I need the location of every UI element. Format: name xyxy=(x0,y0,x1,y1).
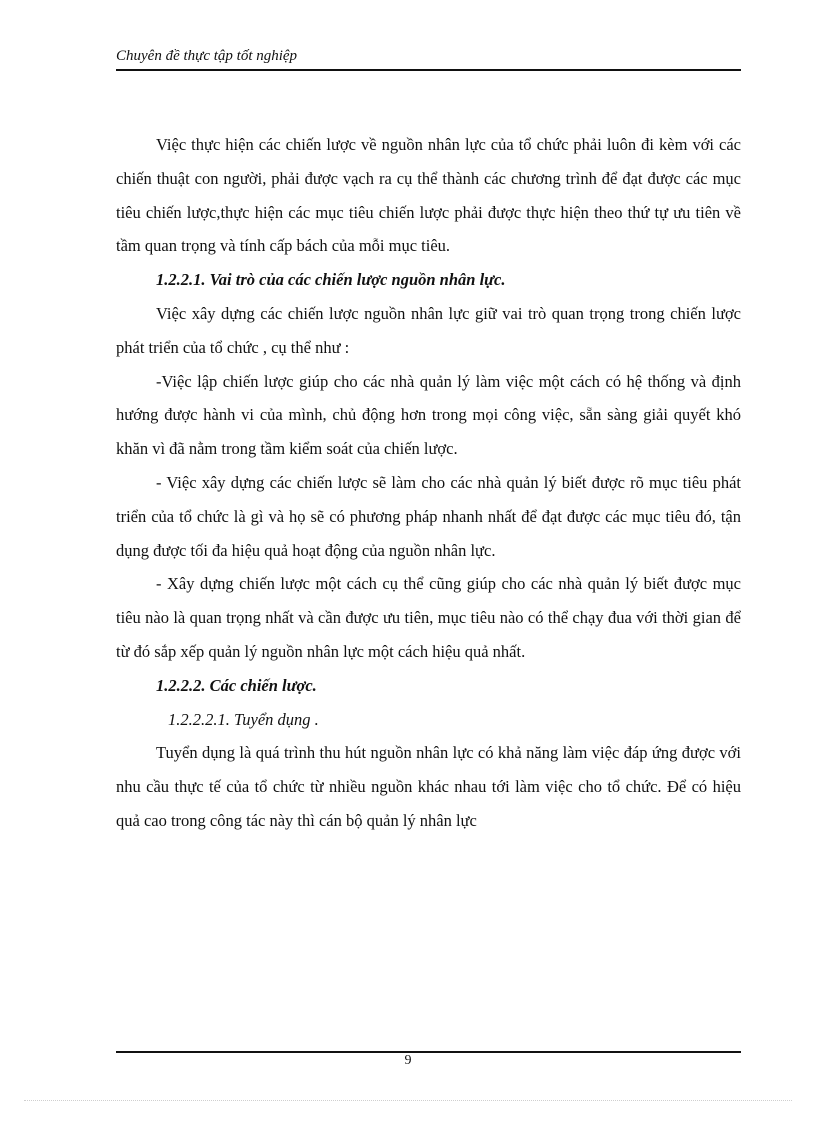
body-paragraph: Việc thực hiện các chiến lược về nguồn nhân lực của tổ chức phải luôn đi kèm với các chiến thuật con người, phải được vạch ra cụ thể thành các chương trình để đạt được các mục tiêu chiến lược,thực hiện các mục tiêu chiến lược phải được thực hiện theo thứ tự ưu tiên về tầm quan trọng và tính cấp bách của mỗi mục tiêu. xyxy=(116,135,741,256)
header-divider xyxy=(116,69,741,71)
body-paragraph: - Việc xây dựng các chiến lược sẽ làm cho các nhà quản lý biết được rõ mục tiêu phát triển của tổ chức là gì và họ sẽ có phương pháp nhanh nhất để đạt được các mục tiêu đó, tận dụng được tối đa hiệu quả hoạt động của nguồn nhân lực. xyxy=(116,472,741,560)
body-paragraph: - Xây dựng chiến lược một cách cụ thể cũng giúp cho các nhà quản lý biết được mục tiêu nào là quan trọng nhất và cần được ưu tiên, mục tiêu nào có thể chạy đua với thời gian để từ đó sắp xếp quản lý nguồn nhân lực một cách hiệu quả nhất. xyxy=(116,574,741,661)
body-paragraph: Tuyển dụng là quá trình thu hút nguồn nhân lực có khả năng làm việc đáp ứng được với nhu cầu thực tế của tổ chức từ nhiều nguồn khác nhau tới làm việc cho tổ chức. Để có hiệu quả cao trong công tác này thì cán bộ quản lý nhân lực xyxy=(116,743,741,830)
page-edge-dotted-line xyxy=(24,1100,792,1101)
running-header-title: Chuyên đề thực tập tốt nghiệp xyxy=(116,48,298,64)
body-paragraph: Việc xây dựng các chiến lược nguồn nhân lực giữ vai trò quan trọng trong chiến lược phát triển của tổ chức , cụ thể như : xyxy=(116,303,741,357)
subsection-heading: 1.2.2.2.1. Tuyển dụng . xyxy=(168,709,319,729)
section-heading: 1.2.2.2. Các chiến lược. xyxy=(156,675,317,695)
page-number: 9 xyxy=(404,1053,412,1068)
section-heading: 1.2.2.1. Vai trò của các chiến lược nguồn nhân lực. xyxy=(156,270,506,290)
page-body xyxy=(116,128,741,838)
body-paragraph: -Việc lập chiến lược giúp cho các nhà quản lý làm việc một cách có hệ thống và định hướng được hành vi của mình, chủ động hơn trong mọi công việc, sẵn sàng giải quyết khó khăn vì đã nằm trong tầm kiểm soát của chiến lược. xyxy=(116,371,741,459)
